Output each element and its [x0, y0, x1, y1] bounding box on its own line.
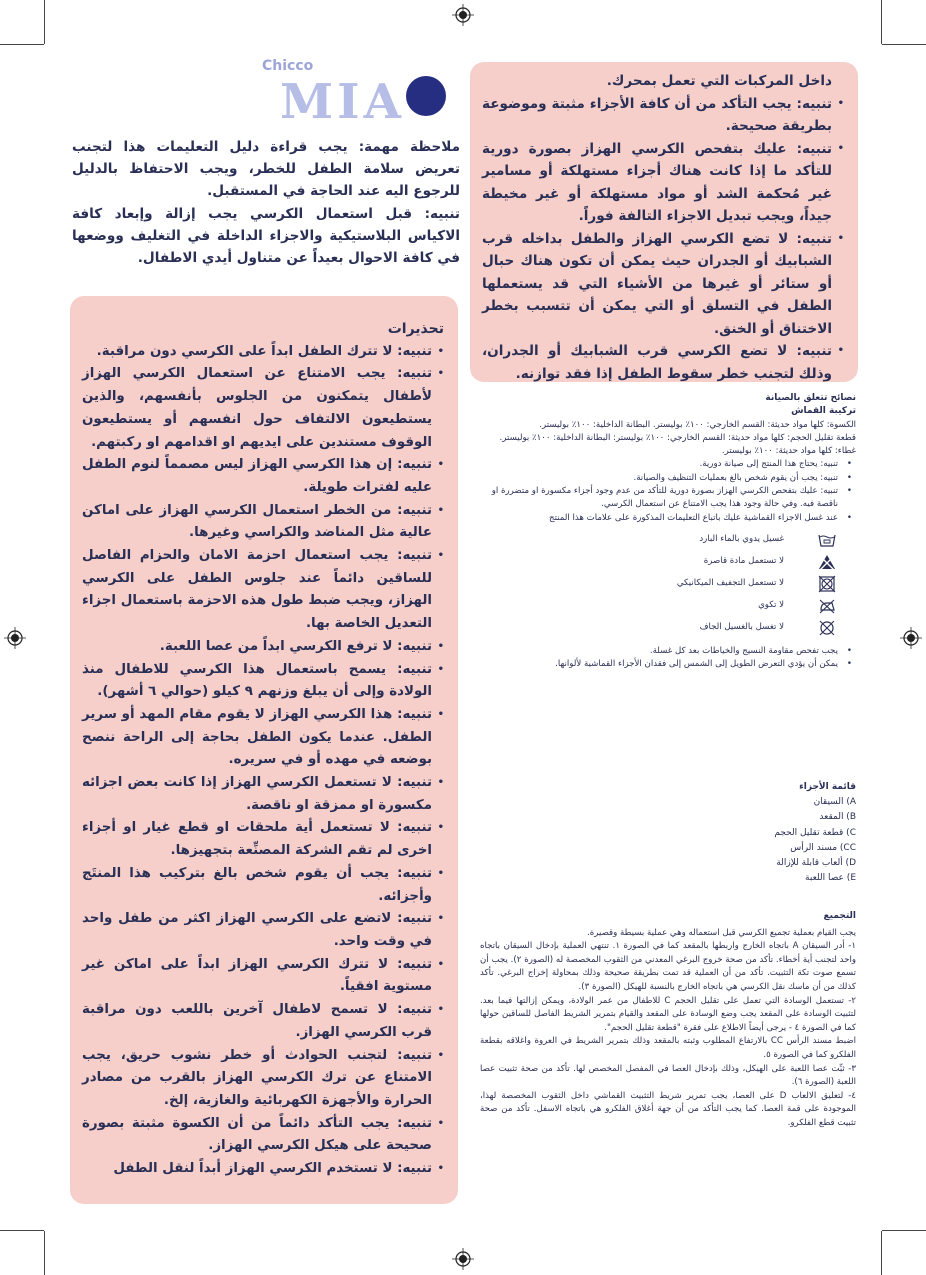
care-symbol-label: لا تستعمل التجفيف الميكانيكي	[676, 578, 784, 589]
no-bleach-icon	[818, 553, 836, 571]
crop-mark-bottom-right-v	[881, 1231, 882, 1275]
part-item: C) قطعة تقليل الحجم	[774, 827, 856, 838]
warning-continuation: داخل المركبات التي تعمل بمحرك.	[606, 73, 832, 89]
part-item: A) السيقان	[813, 797, 856, 808]
assembly-paragraph: يجب القيام بعملية تجميع الكرسي قبل استعماله وهي عملية بسيطة وقصيرة.	[587, 927, 856, 938]
fabric-heading: تركيبة القماش	[791, 406, 856, 417]
care-symbol-row	[480, 617, 836, 639]
warning-item: • تنبيه: لا ترفع الكرسي ابداً من عصا اللعبة.	[82, 636, 444, 659]
parts-list	[600, 780, 856, 886]
warning-item: • تنبيه: إن هذا الكرسي الهزاز ليس مصمماً لنوم الطفل عليه لفترات طويلة.	[82, 454, 444, 499]
crop-mark-bottom-left-v	[44, 1231, 45, 1275]
care-symbol-label: لا تكوي	[758, 600, 784, 611]
warning-item: • تنبيه: من الخطر استعمال الكرسي الهزاز على اماكن عالية مثل المناضد والكراسي وغيرها.	[82, 500, 444, 545]
product-logo: MIA	[280, 74, 405, 130]
assembly-paragraph: ١- أدر السيقان A باتجاه الخارج واربطها بالمقعد كما في الصورة ١. تنتهي العملية بإدخال السيقان باتجاه واحد لتجنب أية أخطاء. تأكد من صحة خروج البرغي المعدني من الثقوب المخصصة له (الصورة ٢). يجب أن تسمع صوت تكة التثبيت. تأكد من أن العملية قد تمت بطريقة صحيحة وذلك بمحاولة إخراج البرغي. تأكد كذلك من أن ماسك نقل الكرسي هي باتجاه الخارج بالنسبة للهيكل (الصورة ٣).	[480, 941, 856, 992]
care-item: • يمكن أن يؤدي التعرض الطويل إلى الشمس إلى فقدان الأجزاء القماشية لألوانها.	[480, 658, 856, 671]
crop-mark-bottom-left-h	[0, 1230, 44, 1231]
assembly-paragraph: ٣- ثبِّت عصا اللعبة على الهيكل، وذلك بإدخال العصا في المفصل المخصص لها. تأكد من صحة تثبيت عصا اللعبة (الصورة ٦).	[480, 1063, 856, 1088]
warning-item: • تنبيه: لا تضع الكرسي الهزاز والطفل بداخله قرب الشبابيك أو الجدران حيث يمكن أن تكون هناك حبال أو ستائر أو غيرها من الأشياء التي قد يستعملها الطفل في التسلق أو التي يمكن أن تتسبب بخطر الاختناق أو الخنق.	[482, 228, 844, 341]
care-symbol-row	[480, 551, 836, 573]
warning-item: • تنبيه: لا تستعمل أية ملحقات او قطع غيار او أجزاء اخرى لم تقم الشركة المصنِّعة بتجهيزها.	[82, 817, 444, 862]
registration-mark-left	[4, 627, 26, 649]
care-symbol-label: لا تغسل بالغسيل الجاف	[699, 622, 784, 633]
assembly-paragraph: اضبط مسند الرأس CC بالارتفاع المطلوب وثبته بالمقعد وذلك بتمرير الشريط في العروة واغلاقه بقطعة الفلكرو كما في الصورة ٥.	[480, 1036, 856, 1060]
warning-item: • تنبيه: يجب استعمال احزمة الامان والحزام الفاصل للساقين دائماً عند جلوس الطفل على الكرسي الهزاز، ويجب ضبط طول هذه الاحزمة باستعمال اجزاء التعديل الخاصة بها.	[82, 545, 444, 636]
fabric-line: الكسوة: كلها مواد حديثة: القسم الخارجي: ١٠٠٪ بوليستر. البطانة الداخلية: ١٠٠٪ بوليستر.	[539, 419, 856, 430]
registration-mark-bottom	[452, 1248, 474, 1270]
crop-mark-top-left-h	[0, 44, 44, 45]
no-iron-icon	[818, 597, 836, 615]
warning-item: • تنبيه: عليك بتفحص الكرسي الهزاز بصورة دورية للتأكد ما إذا كانت هناك أجزاء مستهلكة أو مسامير غير مُحكمة الشد أو مواد مستهلكة أو غير مخيطة جيداً، ويجب تبديل الاجزاء التالفة فوراً.	[482, 138, 844, 228]
care-symbol-label: غسيل يدوي بالماء البارد	[699, 534, 784, 545]
crop-mark-bottom-right-h	[882, 1230, 926, 1231]
warning-item: • تنبيه: لا تترك الطفل ابداً على الكرسي دون مراقبة.	[82, 341, 444, 364]
care-item: • تنبيه: يحتاج هذا المنتج إلى صيانة دورية.	[480, 458, 856, 471]
assembly-section	[480, 910, 856, 1131]
warning-item: • تنبيه: يجب أن يقوم شخص بالغ بتركيب هذا المنتَج وأجزائه.	[82, 863, 444, 908]
fabric-line: غطاء: كلها مواد حديثة: ١٠٠٪ بوليستر.	[721, 446, 856, 457]
assembly-paragraph: ٢- تستعمل الوسادة التي تعمل على تقليل الحجم C للاطفال من عمر الولادة، ويمكن إزالتها فيما بعد. لتثبيت الوسادة على المقعد يجب وضع الوسادة على المقعد والقيام بتمرير الشريط الفاصل للساقين حولها كما في الصورة ٤ - يرجى أيضاً الاطلاع على فقرة "قطعة تقليل الحجم".	[480, 995, 856, 1033]
warning-item: • تنبيه: يجب التأكد من أن كافة الأجزاء مثبتة وموضوعة بطريقة صحيحة.	[482, 93, 844, 138]
registration-mark-top	[452, 4, 474, 26]
care-item: • عند غسل الاجزاء القماشية عليك باتباع التعليمات المذكورة على علامات هذا المنتج	[480, 512, 856, 525]
no-dry-clean-icon	[818, 619, 836, 637]
care-heading: نصائح تتعلق بالصيانة	[765, 393, 856, 403]
warning-item: • تنبيه: لا تستخدم الكرسي الهزاز أبداً لنقل الطفل	[82, 1158, 444, 1181]
no-tumble-dry-icon	[818, 575, 836, 593]
important-note: ملاحظة مهمة: يجب قراءة دليل التعليمات هذا لتجنب تعريض سلامة الطفل للخطر، ويجب الاحتفاظ بالدليل للرجوع اليه عند الحاجة في المستقبل.	[72, 139, 460, 200]
brand-name: Chicco	[262, 58, 314, 74]
registration-mark-right	[900, 627, 922, 649]
warnings-panel	[70, 296, 458, 1204]
warnings-title: تحذيرات	[387, 321, 444, 337]
fabric-line: قطعة تقليل الحجم: كلها مواد حديثة: القسم الخارجي: ١٠٠٪ بوليستر: البطانة الداخلية: ١٠٠٪ بوليستر.	[499, 432, 856, 443]
warning-item: • تنبيه: يجب التأكد دائماً من أن الكسوة مثبتة بصورة صحيحة على هيكل الكرسي الهزاز.	[82, 1113, 444, 1158]
care-symbol-row	[480, 573, 836, 595]
parts-title: قائمة الأجزاء	[799, 782, 856, 792]
crop-mark-top-right-v	[881, 0, 882, 44]
part-item: D) ألعاب قابلة للإزالة	[776, 858, 856, 869]
part-item: B) المقعد	[819, 812, 856, 823]
crop-mark-top-left-v	[44, 0, 45, 44]
care-item: • تنبيه: يجب أن يقوم شخص بالغ بعمليات التنظيف والصيانة.	[480, 472, 856, 485]
packaging-warning: تنبيه: قبل استعمال الكرسي يجب إزالة وإبعاد كافة الاكياس البلاستيكية والاجزاء الداخلة في التغليف ووضعها في كافة الاحوال بعيداً عن متناول أيدي الاطفال.	[72, 205, 460, 267]
warnings-continued-panel	[470, 62, 858, 382]
warning-item: • تنبيه: يجب الامتناع عن استعمال الكرسي الهزاز لأطفال يتمكنون من الجلوس بأنفسهم، والذين يستطيعون الالتفاف حول انفسهم أو يستطيعون الوقوف مستندين على ايديهم او اقدامهم او ركبتهم.	[82, 363, 444, 454]
warning-item: • تنبيه: لا تسمح لاطفال آخرين باللعب دون مراقبة قرب الكرسي الهزاز.	[82, 999, 444, 1044]
part-item: CC) مسند الرأس	[790, 842, 856, 853]
warning-item: • تنبيه: لاتضع على الكرسي الهزاز اكثر من طفل واحد في وقت واحد.	[82, 908, 444, 953]
care-item: • يجب تفحص مقاومة النسيج والخياطات بعد كل غسلة.	[480, 645, 856, 658]
warning-item: • تنبيه: لا تترك الكرسي الهزاز ابداً على اماكن غير مستوية افقياً.	[82, 954, 444, 999]
care-section	[480, 392, 856, 672]
care-symbol-row	[480, 529, 836, 551]
warning-item: • تنبيه: يسمح باستعمال هذا الكرسي للاطفال منذ الولادة وإلى أن يبلغ وزنهم ٩ كيلو (حوالي ٦ أشهر).	[82, 659, 444, 704]
warning-item: • تنبيه: لا تستعمل الكرسي الهزاز إذا كانت بعض اجزائه مكسورة او ممزقة او ناقصة.	[82, 772, 444, 817]
part-item: E) عصا اللعبة	[805, 873, 856, 884]
care-symbol-label: لا تستعمل مادة قاصرة	[703, 556, 784, 567]
intro-notes	[72, 136, 460, 269]
crop-mark-top-right-h	[882, 44, 926, 45]
hand-wash-icon	[818, 531, 836, 549]
assembly-paragraph: ٤- لتعليق الالعاب D على العصا، يجب تمرير شريط التثبيت القماشي داخل الثقوب المخصصة لهذا، الموجودة على قمة العصا. كما يجب التأكد من أن جهة أغلاق الفلكرو هي باتجاه الاسفل. تأكد من صحة تثبيت قطع الفلكرو.	[480, 1090, 857, 1128]
care-symbol-row	[480, 595, 836, 617]
warning-item: • تنبيه: لتجنب الحوادث أو خطر نشوب حريق، يجب الامتناع عن ترك الكرسي الهزاز بالقرب من مصادر الحرارة والأجهزة الكهربائية والغازية، إلخ.	[82, 1045, 444, 1113]
care-item: • تنبيه: عليك بتفحص الكرسي الهزاز بصورة دورية للتأكد من عدم وجود أجزاء مكسورة او متضررة او ناقصة فيه. وفي حالة وجود هذا يجب الامتناع عن استعمال الكرسي.	[480, 485, 856, 512]
warning-item: • تنبيه: لا تضع الكرسي قرب الشبابيك أو الجدران، وذلك لتجنب خطر سقوط الطفل إذا فقد توازنه.	[482, 340, 844, 385]
logo-dot-icon	[406, 76, 446, 116]
warning-item: • تنبيه: هذا الكرسي الهزاز لا يقوم مقام المهد أو سرير الطفل. عندما يكون الطفل بحاجة إلى الراحة ننصح بوضعه في مهده أو في سريره.	[82, 704, 444, 772]
assembly-title: التجميع	[823, 911, 856, 921]
